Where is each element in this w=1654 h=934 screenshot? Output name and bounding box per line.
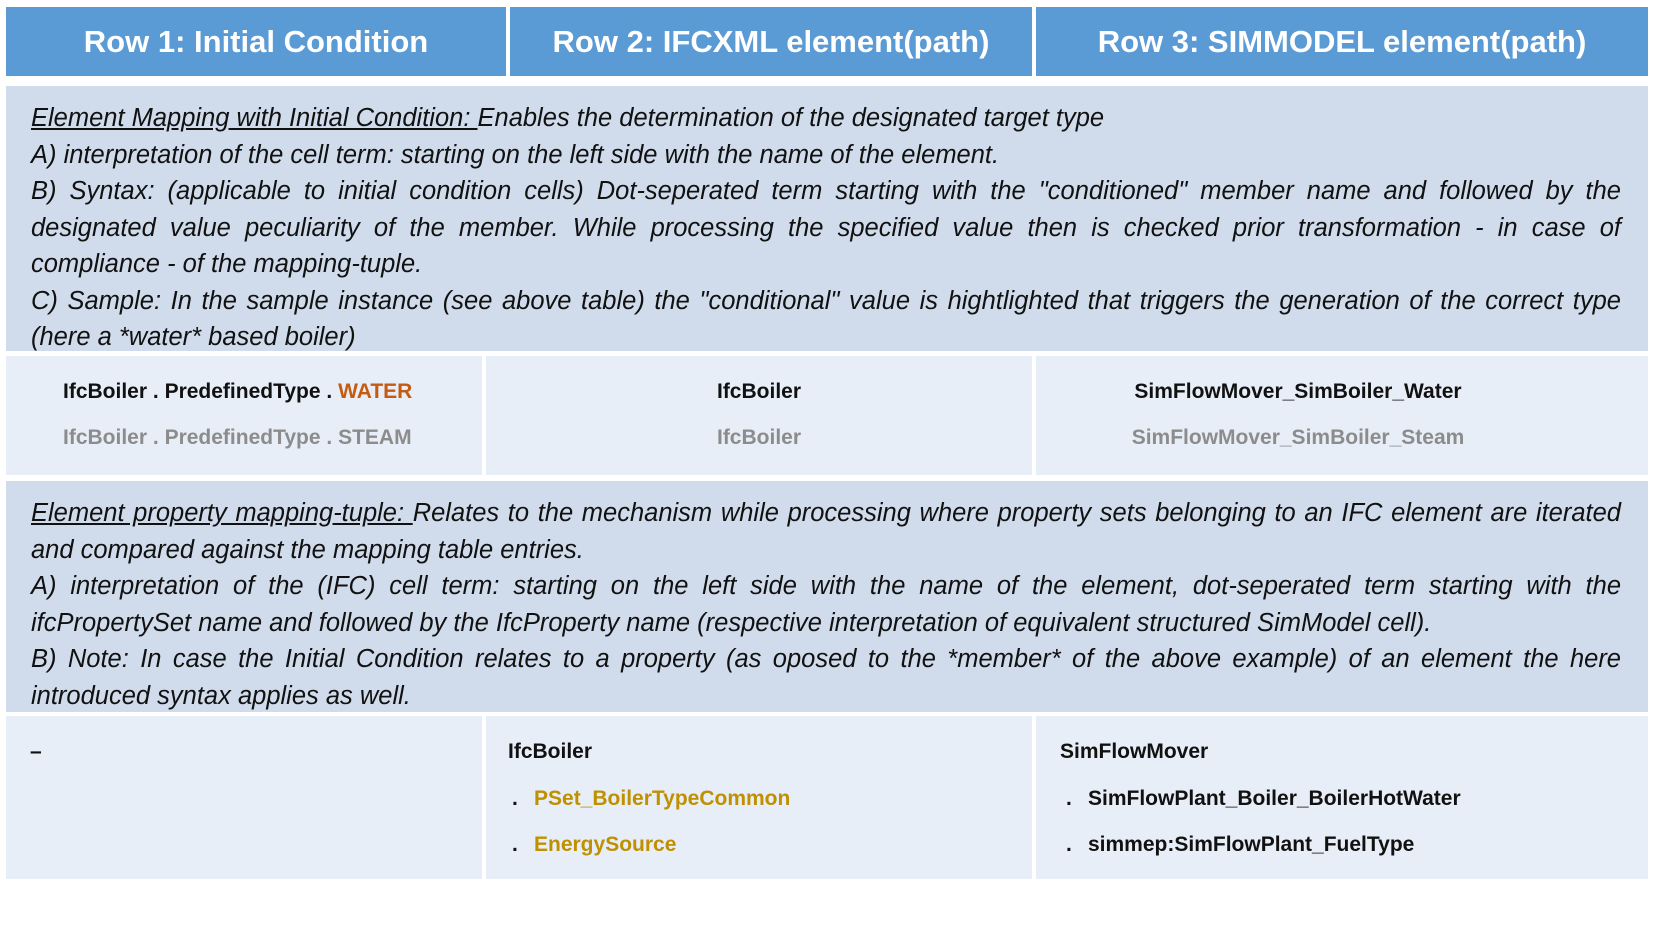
description-intro xyxy=(31,495,1621,568)
description-line-b: B) Note: In case the Initial Condition relates to a property (as oposed to the *member* of the above example) of an element the here introduced syntax applies as well. xyxy=(31,645,1621,710)
condition-value-highlight: WATER xyxy=(338,380,413,403)
element-name: IfcBoiler xyxy=(63,426,148,449)
header-label: Row 3: SIMMODEL element(path) xyxy=(1097,23,1587,59)
separator-dot: . xyxy=(152,426,159,449)
member-name: PredefinedType xyxy=(164,426,321,449)
row2-simmodel-cell xyxy=(1036,716,1648,879)
header-label: Row 1: Initial Condition xyxy=(83,23,429,59)
intro-text: Relates to the mechanism while processing where property sets belonging to an IFC element are iterated and compared against the mapping table entries. xyxy=(31,499,1621,564)
description-intro xyxy=(31,100,1621,137)
empty-condition-dash: – xyxy=(30,740,42,763)
header-row2-ifcxml xyxy=(510,7,1032,76)
condition-value: STEAM xyxy=(338,426,412,449)
separator-dot: . xyxy=(326,380,333,403)
separator-dot: . xyxy=(1066,787,1072,810)
property-name: simmep:SimFlowPlant_FuelType xyxy=(1088,833,1415,856)
simmodel-element: SimFlowMover_SimBoiler_Water xyxy=(1134,380,1462,403)
property-set-name: SimFlowPlant_Boiler_BoilerHotWater xyxy=(1088,787,1461,810)
simmodel-element: SimFlowMover xyxy=(1060,740,1209,763)
condition-steam xyxy=(63,426,412,450)
element-name: IfcBoiler xyxy=(63,380,148,403)
row2-initial-condition-cell xyxy=(6,716,482,879)
simmodel-property xyxy=(1066,833,1414,857)
section-heading: Element property mapping-tuple: xyxy=(31,499,413,527)
description-line-a: A) interpretation of the cell term: starting on the left side with the name of the element. xyxy=(31,140,1000,169)
section-heading: Element Mapping with Initial Condition: xyxy=(31,104,478,132)
intro-text: Enables the determination of the designated target type xyxy=(477,104,1105,132)
separator-dot: . xyxy=(512,787,518,810)
header-label: Row 2: IFCXML element(path) xyxy=(552,23,990,59)
separator-dot: . xyxy=(512,833,518,856)
separator-dot: . xyxy=(326,426,333,449)
separator-dot: . xyxy=(152,380,159,403)
description-line-c: C) Sample: In the sample instance (see above table) the "conditional" value is hightlighted that triggers the generation of the correct type (here a *water* based boiler) xyxy=(31,286,1621,351)
header-row3-simmodel xyxy=(1036,7,1648,76)
property-mapping-description xyxy=(6,481,1648,712)
property-set-name: PSet_BoilerTypeCommon xyxy=(534,787,791,810)
simmodel-property-set xyxy=(1066,787,1461,811)
description-line-a: A) interpretation of the (IFC) cell term: starting on the left side with the name of the element, dot-seperated term starting with the ifcPropertySet name and followed by the IfcProperty name (respective interpretation of equivalent structured SimModel cell). xyxy=(31,572,1621,637)
row1-ifcxml-cell xyxy=(486,356,1032,475)
row1-simmodel-cell xyxy=(1036,356,1648,475)
condition-water xyxy=(63,380,412,404)
ifc-element: IfcBoiler xyxy=(716,380,802,403)
property-name: EnergySource xyxy=(534,833,677,856)
ifc-property-set xyxy=(512,787,790,811)
member-name: PredefinedType xyxy=(164,380,321,403)
separator-dot: . xyxy=(1066,833,1072,856)
row2-ifcxml-cell xyxy=(486,716,1032,879)
row1-initial-condition-cell xyxy=(6,356,482,475)
ifc-element: IfcBoiler xyxy=(716,426,802,449)
ifc-element: IfcBoiler xyxy=(508,740,593,763)
ifc-property xyxy=(512,833,676,857)
simmodel-element: SimFlowMover_SimBoiler_Steam xyxy=(1131,426,1465,449)
element-mapping-description xyxy=(6,86,1648,351)
header-row1-initial-condition xyxy=(6,7,506,76)
description-line-b: B) Syntax: (applicable to initial condition cells) Dot-seperated term starting with the "conditioned" member name and followed by the designated value peculiarity of the member. While processing the specified value then is checked prior transformation - in case of compliance - of the mapping-tuple. xyxy=(31,177,1621,278)
